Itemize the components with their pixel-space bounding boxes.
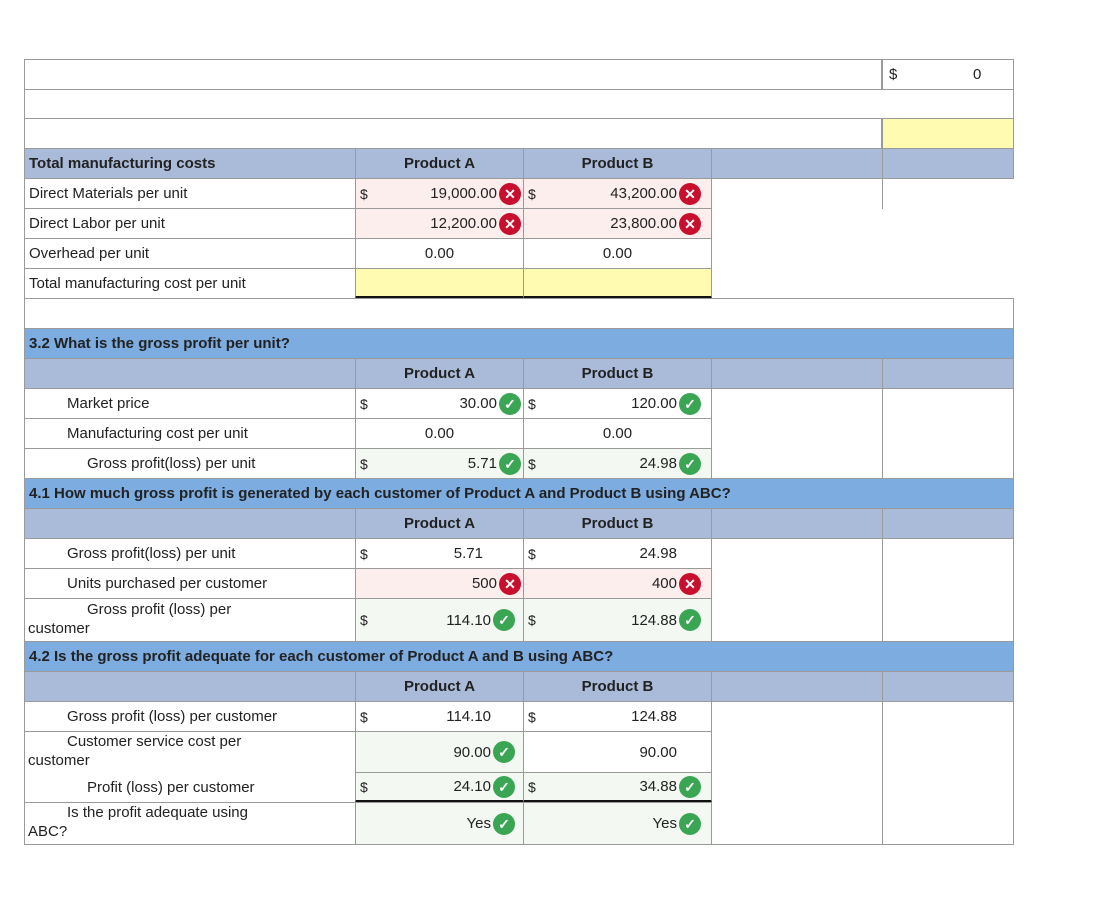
q32-row-label: Manufacturing cost per unit [24,418,356,449]
q42-gpc-b-cell [523,701,712,732]
dollar-sign: $ [360,778,368,795]
q32-mp-b-cell[interactable] [523,388,712,419]
costs-title: Total manufacturing costs [24,148,356,179]
q42-title: 4.2 Is the gross profit adequate for each customer of Product A and B using ABC? [24,641,1014,672]
q41-gpc-b-value: 124.88 [631,611,677,629]
costs-dm-a-value: 19,000.00 [430,185,497,202]
q41-gp-a-cell [355,538,524,569]
costs-dl-a-value: 12,200.00 [430,215,497,232]
top-answer-cell[interactable] [882,118,1014,149]
costs-dl-b-value: 23,800.00 [610,215,677,232]
q42-adequate-b-value: Yes [652,815,677,832]
q32-mp-b-value: 120.00 [631,395,677,412]
dollar-sign: $ [360,708,368,725]
empty-cell [882,701,1014,845]
dollar-sign: $ [528,455,536,472]
dollar-sign: $ [360,395,368,412]
q41-gp-b-cell [523,538,712,569]
dollar-sign: $ [528,778,536,795]
q42-adequate-a-cell[interactable] [355,802,524,845]
q41-header-label [24,508,356,539]
q32-gp-b-cell[interactable] [523,448,712,479]
wrong-icon: ✕ [499,573,521,595]
q42-col-c [711,671,883,702]
dollar-sign: $ [360,545,368,562]
q41-gpc-a-value: 114.10 [446,611,491,629]
q32-col-a: Product A [355,358,524,389]
q41-units-a-cell[interactable] [355,568,524,599]
q42-label-line-2: customer [28,752,90,769]
check-icon: ✓ [679,813,701,835]
q32-gp-b-value: 24.98 [639,455,677,472]
empty-cell [711,538,883,642]
empty-cell [711,388,883,479]
q41-col-b: Product B [523,508,712,539]
dollar-sign: $ [360,455,368,472]
empty-cell [882,538,1014,642]
q32-mc-b-cell: 0.00 [523,418,712,449]
dollar-sign: $ [528,612,536,628]
q42-profit-a-cell[interactable] [355,772,524,803]
q42-row-label [24,802,356,845]
top-dollar: $ [889,66,898,83]
wrong-icon: ✕ [499,183,521,205]
costs-row-label: Direct Materials per unit [24,178,356,209]
q42-row-label: Gross profit (loss) per customer [24,701,356,732]
empty-cell [711,178,883,209]
costs-col-b: Product B [523,148,712,179]
q42-row-label [24,731,356,773]
costs-col-c [711,148,883,179]
dollar-sign: $ [528,545,536,562]
q42-gpc-a-value: 114.10 [446,708,491,725]
q41-gp-a-value: 5.71 [453,545,483,562]
check-icon: ✓ [679,453,701,475]
q32-col-c [711,358,883,389]
check-icon: ✓ [493,609,515,631]
costs-dl-a-cell[interactable] [355,208,524,239]
costs-oh-a-cell: 0.00 [355,238,524,269]
dollar-sign: $ [360,612,368,628]
check-icon: ✓ [499,453,521,475]
dollar-sign: $ [528,708,536,725]
q42-profit-a-value: 24.10 [453,778,491,795]
q42-gpc-b-value: 124.88 [631,708,677,725]
costs-row-label: Total manufacturing cost per unit [24,268,356,299]
q42-header-label [24,671,356,702]
q42-label-line-2: ABC? [28,823,68,840]
q41-units-b-cell[interactable] [523,568,712,599]
dollar-sign: $ [528,185,536,202]
q32-gp-a-cell[interactable] [355,448,524,479]
q41-col-a: Product A [355,508,524,539]
q32-mp-a-cell[interactable] [355,388,524,419]
costs-dm-b-cell[interactable] [523,178,712,209]
q42-adequate-a-value: Yes [466,815,491,832]
q41-label-line-2: customer [28,620,90,637]
check-icon: ✓ [499,393,521,415]
spacer-row [24,298,1014,329]
q41-units-a-value: 500 [471,575,497,592]
q42-label-line-1: Is the profit adequate using [67,804,248,821]
costs-row-label: Overhead per unit [24,238,356,269]
q32-header-label [24,358,356,389]
q42-col-a: Product A [355,671,524,702]
q41-units-b-value: 400 [651,575,677,592]
costs-total-b-input[interactable] [523,268,712,299]
q42-csc-b-value: 90.00 [639,743,677,761]
q42-col-d [882,671,1014,702]
dollar-sign: $ [360,185,368,202]
q42-gpc-a-cell [355,701,524,732]
check-icon: ✓ [679,776,701,798]
costs-row-label: Direct Labor per unit [24,208,356,239]
q32-mc-a-cell: 0.00 [355,418,524,449]
q32-col-b: Product B [523,358,712,389]
q32-gp-a-value: 5.71 [467,455,497,472]
empty-cell [882,388,1014,479]
top-row-1 [24,59,882,90]
top-row-2 [24,89,1014,119]
check-icon: ✓ [493,813,515,835]
q41-col-c [711,508,883,539]
q42-profit-b-value: 34.88 [639,778,677,795]
q32-row-label: Market price [24,388,356,419]
q41-row-label: Units purchased per customer [24,568,356,599]
q41-col-d [882,508,1014,539]
check-icon: ✓ [493,741,515,763]
q41-row-label: Gross profit(loss) per unit [24,538,356,569]
q41-gpc-b-cell[interactable] [523,598,712,642]
q42-label-line-1: Customer service cost per [67,733,242,750]
dollar-sign: $ [528,395,536,412]
q32-row-label: Gross profit(loss) per unit [24,448,356,479]
top-value: 0 [973,66,982,83]
wrong-icon: ✕ [499,213,521,235]
q42-profit-b-cell[interactable] [523,772,712,803]
q32-col-d [882,358,1014,389]
check-icon: ✓ [679,609,701,631]
q42-csc-a-value: 90.00 [453,743,491,761]
costs-col-d [882,148,1014,179]
q32-mp-a-value: 30.00 [459,395,497,412]
top-dollar-cell [882,59,1014,90]
empty-cell [711,701,883,845]
q42-csc-b-cell [523,731,712,773]
q41-label-line-1: Gross profit (loss) per [87,601,232,618]
check-icon: ✓ [679,393,701,415]
q41-gp-b-value: 24.98 [639,545,677,562]
costs-col-a: Product A [355,148,524,179]
costs-dm-a-cell[interactable] [355,178,524,209]
wrong-icon: ✕ [679,183,701,205]
wrong-icon: ✕ [679,573,701,595]
q41-title: 4.1 How much gross profit is generated by each customer of Product A and Product B using ABC? [24,478,1014,509]
costs-total-a-input[interactable] [355,268,524,299]
costs-dm-b-value: 43,200.00 [610,185,677,202]
top-row-3 [24,118,882,149]
q32-title: 3.2 What is the gross profit per unit? [24,328,1014,359]
costs-oh-b-cell: 0.00 [523,238,712,269]
q42-col-b: Product B [523,671,712,702]
q42-row-label: Profit (loss) per customer [24,772,356,803]
check-icon: ✓ [493,776,515,798]
wrong-icon: ✕ [679,213,701,235]
costs-dl-b-cell[interactable] [523,208,712,239]
q41-gpc-a-cell[interactable] [355,598,524,642]
q41-row-label [24,598,356,642]
q42-adequate-b-cell[interactable] [523,802,712,845]
q42-csc-a-cell[interactable] [355,731,524,773]
